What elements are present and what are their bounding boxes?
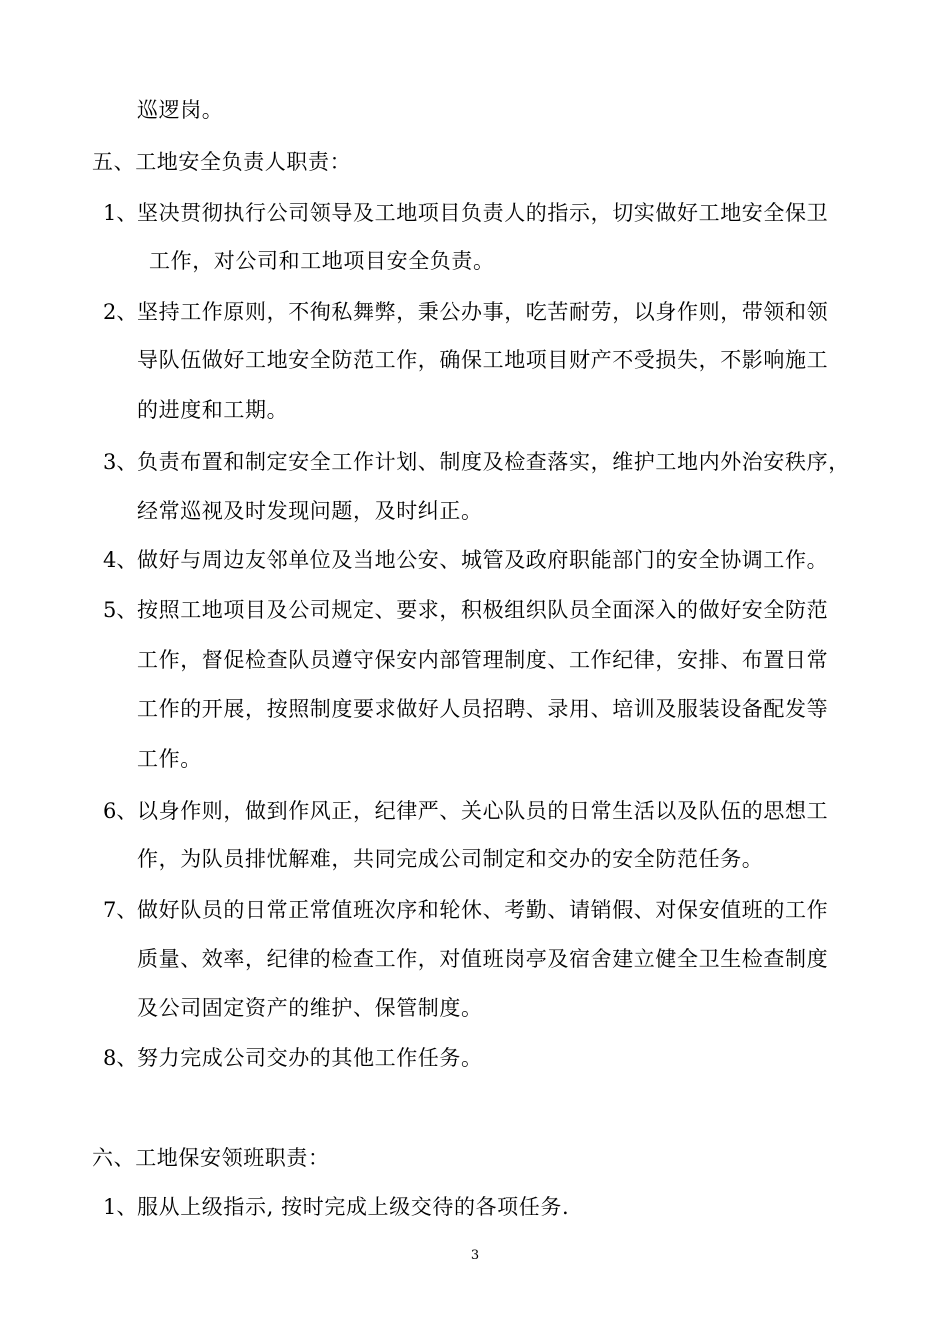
item-text-5-7-line-2: 质量、效率，纪律的检查工作，对值班岗亭及宿舍建立健全卫生检查制度	[137, 947, 829, 971]
item-text-5-6-line-2: 作，为队员排忧解难，共同完成公司制定和交办的安全防范任务。	[137, 847, 764, 871]
section-heading-5: 五、工地安全负责人职责：	[92, 150, 352, 174]
item-number-6-1: 1、	[103, 1195, 138, 1219]
item-text-5-5-line-4: 工作。	[137, 747, 202, 771]
item-text-5-8-line-1: 努力完成公司交办的其他工作任务。	[137, 1046, 483, 1070]
item-number-5-5: 5、	[103, 598, 138, 622]
item-text-5-3-line-1: 负责布置和制定安全工作计划、制度及检查落实，维护工地内外治安秩序，	[137, 450, 850, 474]
item-text-5-7-line-3: 及公司固定资产的维护、保管制度。	[137, 996, 483, 1020]
item-text-5-5-line-3: 工作的开展，按照制度要求做好人员招聘、录用、培训及服装设备配发等	[137, 697, 829, 721]
item-text-5-2-line-1: 坚持工作原则，不徇私舞弊，秉公办事，吃苦耐劳，以身作则，带领和领	[137, 300, 829, 324]
item-number-5-1: 1、	[103, 201, 138, 225]
item-number-5-7: 7、	[103, 898, 138, 922]
item-text-5-5-line-1: 按照工地项目及公司规定、要求，积极组织队员全面深入的做好安全防范	[137, 598, 829, 622]
item-number-5-4: 4、	[103, 548, 138, 572]
item-text-5-2-line-2: 导队伍做好工地安全防范工作，确保工地项目财产不受损失，不影响施工	[137, 348, 829, 372]
item-text-5-2-line-3: 的进度和工期。	[137, 398, 289, 422]
item-number-5-8: 8、	[103, 1046, 138, 1070]
section-heading-6: 六、工地保安领班职责：	[92, 1146, 330, 1170]
item-text-6-1-line-1: 服从上级指示, 按时完成上级交待的各项任务.	[137, 1195, 570, 1219]
item-text-5-5-line-2: 工作，督促检查队员遵守保安内部管理制度、工作纪律，安排、布置日常	[137, 648, 829, 672]
continuation-text: 巡逻岗。	[137, 98, 224, 122]
item-text-5-4-line-1: 做好与周边友邻单位及当地公安、城管及政府职能部门的安全协调工作。	[137, 548, 829, 572]
item-text-5-6-line-1: 以身作则，做到作风正，纪律严、关心队员的日常生活以及队伍的思想工	[137, 799, 829, 823]
item-text-5-3-line-2: 经常巡视及时发现问题，及时纠正。	[137, 499, 483, 523]
item-text-5-7-line-1: 做好队员的日常正常值班次序和轮休、考勤、请销假、对保安值班的工作	[137, 898, 829, 922]
item-number-5-2: 2、	[103, 300, 138, 324]
item-number-5-3: 3、	[103, 450, 138, 474]
page-number: 3	[470, 1248, 480, 1263]
item-number-5-6: 6、	[103, 799, 138, 823]
item-text-5-1-line-1: 坚决贯彻执行公司领导及工地项目负责人的指示，切实做好工地安全保卫	[137, 201, 829, 225]
item-text-5-1-line-2: 工作，对公司和工地项目安全负责。	[149, 249, 495, 273]
